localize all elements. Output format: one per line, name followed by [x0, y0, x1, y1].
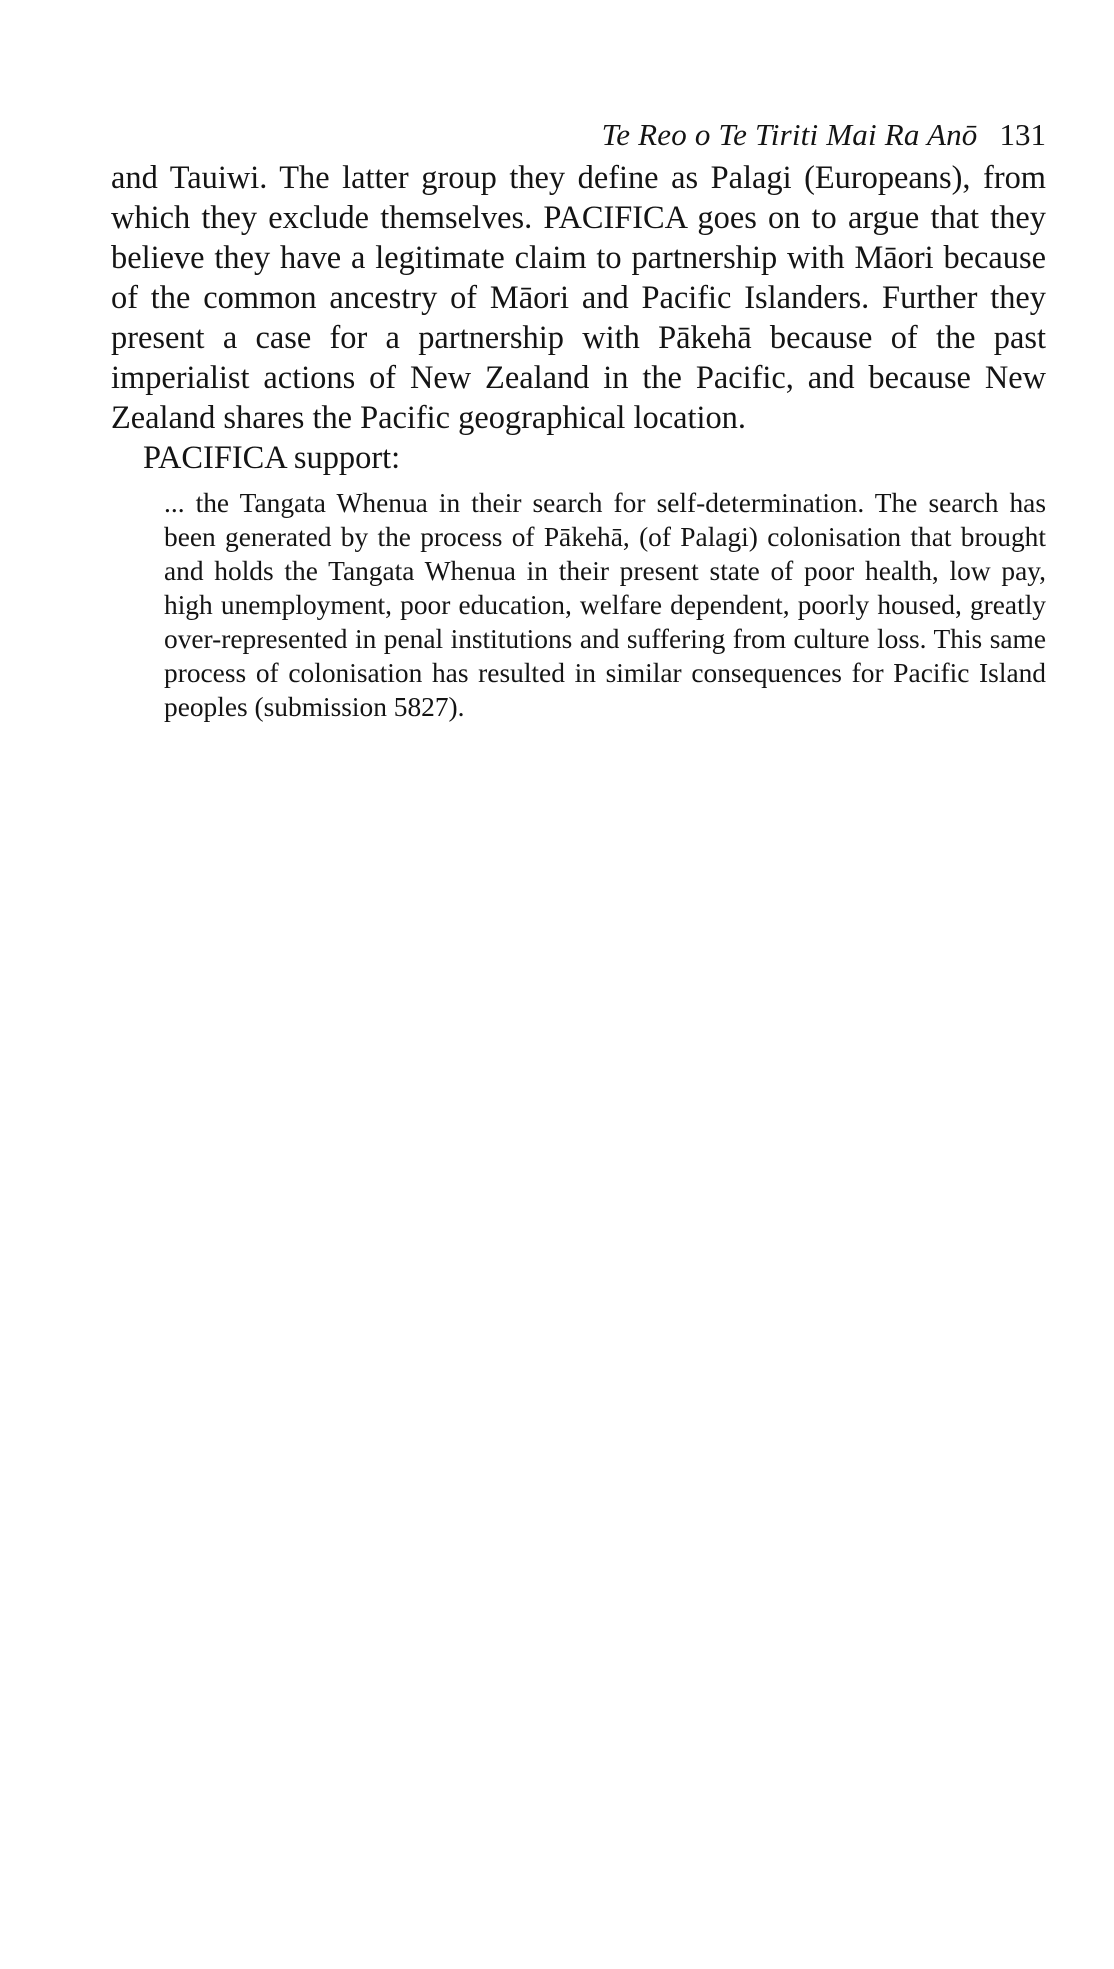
running-head [111, 112, 1046, 158]
book-page [111, 112, 1046, 724]
body-paragraph: and Tauiwi. The latter group they define as Palagi (Europeans), from which they exclude themselves. PACIFICA goes on to argue that they believe they have a legitimate claim to partnership with Māori because of the common ancestry of Māori and Pacific Islanders. Further they present a case for a partnership with Pākehā because of the past imperialist actions of New Zealand in the Pacific, and because New Zealand shares the Pacific geographical location. [111, 160, 1046, 436]
page-number: 131 [999, 117, 1046, 152]
running-head-title: Te Reo o Te Tiriti Mai Ra Anō [601, 117, 978, 152]
quote-intro: PACIFICA support: [143, 440, 401, 476]
block-quote: ... the Tangata Whenua in their search for self-determination. The search has been generated by the process of Pākehā, (of Palagi) colonisation that brought and holds the Tangata Whenua in their present state of poor health, low pay, high unemployment, poor education, welfare dependent, poorly housed, greatly over-represented in penal institutions and suffering from culture loss. This same process of colonisation has resulted in similar consequences for Pacific Island peoples (submission 5827). [164, 488, 1046, 722]
